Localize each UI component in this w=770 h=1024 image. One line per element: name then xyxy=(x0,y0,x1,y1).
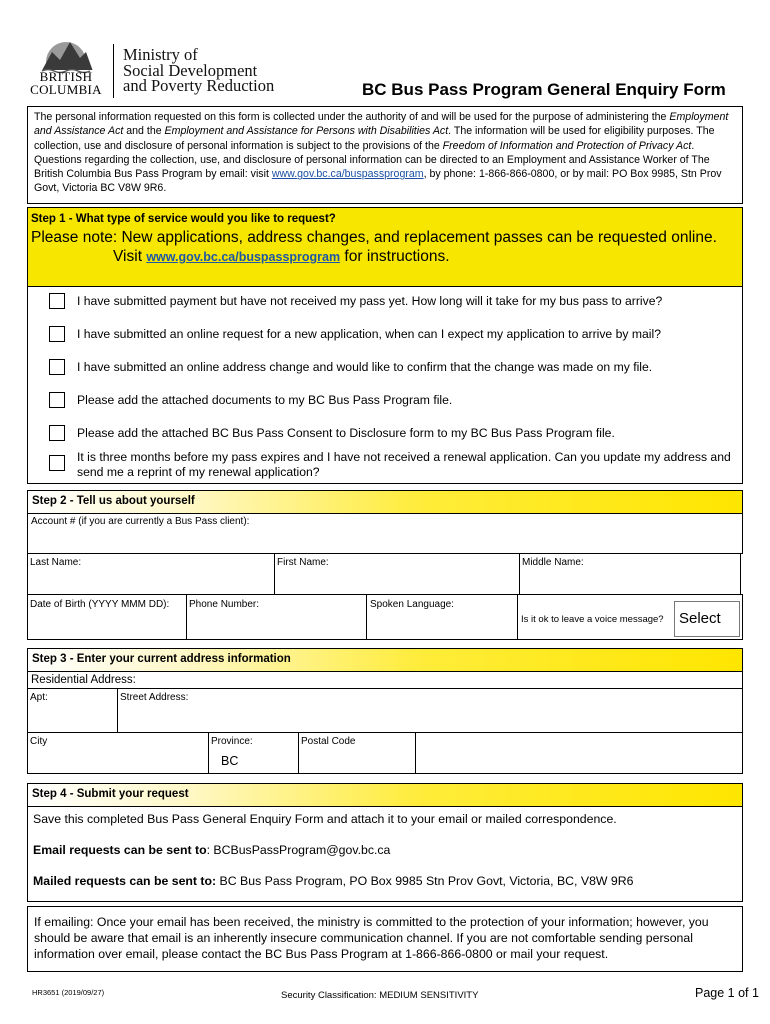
province-value: BC xyxy=(221,754,239,768)
privacy-text-3: . Questions regarding the collection, use, and disclosure of personal information can be directed to an Employment and Assistance Worker of The British Columbia Bus Pass Program by email: visit xyxy=(34,139,710,181)
ministry-line-3: and Poverty Reduction xyxy=(123,76,275,95)
email-label: Email requests can be sent to xyxy=(33,843,207,857)
postal-code-label: Postal Code xyxy=(301,736,356,747)
option-label-1: I have submitted payment but have not received my pass yet. How long will it take for my bus pass to arrive? xyxy=(77,294,663,308)
apt-label: Apt: xyxy=(30,692,48,703)
phone-label: Phone Number: xyxy=(189,599,260,610)
option-label-5: Please add the attached BC Bus Pass Consent to Disclosure form to my BC Bus Pass Program file. xyxy=(77,426,615,440)
language-label: Spoken Language: xyxy=(370,599,454,610)
option-checkbox-2[interactable] xyxy=(49,326,65,342)
bc-government-logo-icon xyxy=(36,30,96,74)
act-name-3: Freedom of Information and Protection of Privacy Act xyxy=(442,139,692,152)
mail-label: Mailed requests can be sent to: xyxy=(33,874,217,888)
step1-visit xyxy=(113,248,450,266)
privacy-link[interactable]: www.gov.bc.ca/buspassprogram xyxy=(271,168,424,181)
option-checkbox-6[interactable] xyxy=(49,455,65,471)
step4-title: Step 4 - Submit your request xyxy=(32,788,189,800)
street-label: Street Address: xyxy=(120,692,189,703)
middle-name-label: Middle Name: xyxy=(522,557,584,568)
step1-title: Step 1 - What type of service would you like to request? xyxy=(31,213,336,225)
option-checkbox-5[interactable] xyxy=(49,425,65,441)
page-number: Page 1 of 1 xyxy=(695,986,759,1000)
mail-instruction xyxy=(33,874,634,888)
privacy-notice xyxy=(27,106,743,204)
dob-label: Date of Birth (YYYY MMM DD): xyxy=(30,599,170,610)
last-name-label: Last Name: xyxy=(30,557,82,568)
privacy-and: and the xyxy=(123,125,165,138)
option-label-3: I have submitted an online address change and would like to confirm that the change was made on my file. xyxy=(77,360,653,374)
act-name-1: Employment and Assistance Act xyxy=(34,111,729,138)
step1-note: Please note: New applications, address changes, and replacement passes can be requested online. xyxy=(31,229,717,246)
email-security-note: If emailing: Once your email has been received, the ministry is committed to the protection of your information; however, you should be aware that email is an inherently insecure communication channel. If you are not comfortable sending personal information over email, please contact the BC Bus Pass Program at 1-866-866-0800 or mail your request. xyxy=(27,906,743,972)
option-checkbox-4[interactable] xyxy=(49,392,65,408)
step2-header xyxy=(27,490,743,514)
step4-header xyxy=(27,783,743,807)
email-address: : BCBusPassProgram@gov.bc.ca xyxy=(206,843,391,857)
ministry-line-2: Social Development xyxy=(123,60,258,80)
logo-wordmark xyxy=(30,70,102,96)
act-name-2: Employment and Assistance for Persons with Disabilities Act xyxy=(164,125,449,138)
city-field[interactable] xyxy=(27,732,209,774)
visit-prefix: Visit xyxy=(113,248,147,265)
submit-line: Save this completed Bus Pass General Enquiry Form and attach it to your email or mailed correspondence. xyxy=(33,812,617,826)
account-label: Account # (if you are currently a Bus Pass client): xyxy=(31,516,250,527)
form-code: HR3651 (2019/09/27) xyxy=(32,988,105,997)
privacy-text-4: , by phone: 1-866-866-0800, or by mail: PO Box 9985, Stn Prov Govt, Victoria BC V8W 9R6. xyxy=(34,168,722,195)
logo-divider xyxy=(113,44,114,98)
step3-header xyxy=(27,648,743,672)
street-address-field[interactable] xyxy=(117,688,743,733)
step2-title: Step 2 - Tell us about yourself xyxy=(32,495,195,507)
option-checkbox-3[interactable] xyxy=(49,359,65,375)
option-label-6: It is three months before my pass expires and I have not received a renewal application. Can you update my address and send me a reprint of my renewal application? xyxy=(77,450,731,479)
ministry-line-1: Ministry of xyxy=(123,45,198,64)
email-instruction xyxy=(33,843,390,857)
visit-link[interactable]: www.gov.bc.ca/buspassprogram xyxy=(146,250,341,264)
address-spacer-cell xyxy=(415,732,743,774)
security-classification: Security Classification: MEDIUM SENSITIVITY xyxy=(281,990,479,1001)
city-label: City xyxy=(30,736,48,747)
ministry-name xyxy=(123,47,274,94)
privacy-text-2: . The information will be used for eligibility purposes. The collection, use and disclosure of personal information is subject to the provisions of the xyxy=(34,125,715,152)
option-label-2: I have submitted an online request for a new application, when can I expect my application to arrive by mail? xyxy=(77,327,661,341)
logo-line-1: BRITISH xyxy=(39,69,93,84)
visit-suffix: for instructions. xyxy=(340,248,450,265)
privacy-text-1: The personal information requested on this form is collected under the authority of and will be used for the purpose of administering the xyxy=(34,111,670,123)
voice-message-select[interactable]: Select xyxy=(674,601,740,637)
form-title: BC Bus Pass Program General Enquiry Form xyxy=(362,80,726,99)
logo-line-2: COLUMBIA xyxy=(30,82,102,97)
step3-title: Step 3 - Enter your current address information xyxy=(32,653,291,665)
province-label: Province: xyxy=(211,736,253,747)
mail-address: BC Bus Pass Program, PO Box 9985 Stn Prov Govt, Victoria, BC, V8W 9R6 xyxy=(216,874,634,888)
residential-address-label: Residential Address: xyxy=(31,674,136,686)
first-name-label: First Name: xyxy=(277,557,329,568)
option-checkbox-1[interactable] xyxy=(49,293,65,309)
option-label-4: Please add the attached documents to my BC Bus Pass Program file. xyxy=(77,393,453,407)
voice-message-label: Is it ok to leave a voice message? xyxy=(521,614,664,625)
